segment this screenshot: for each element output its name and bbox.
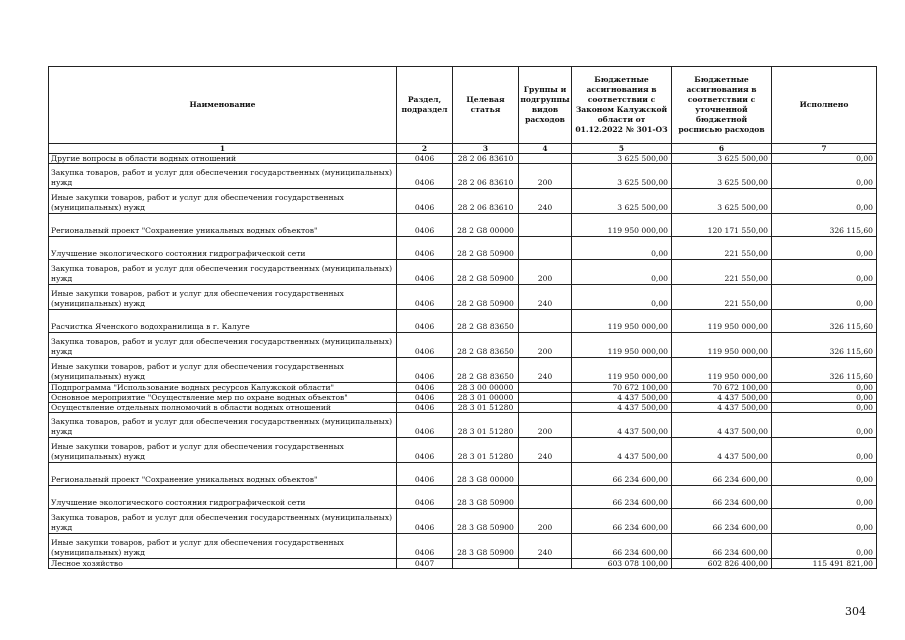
row-name: Иные закупки товаров, работ и услуг для обеспечения государственных (муниципальных) нужд (49, 358, 397, 383)
row-executed-amount: 0,00 (772, 534, 877, 559)
header-target: Целевая статья (453, 67, 519, 144)
row-revised-amount: 4 437 500,00 (672, 438, 772, 463)
table-row (49, 403, 877, 413)
row-expense-group: 240 (519, 189, 572, 214)
table-row (49, 383, 877, 393)
row-section: 0406 (397, 534, 453, 559)
row-law-amount: 0,00 (572, 260, 672, 285)
table-row (49, 333, 877, 358)
row-executed-amount: 326 115,60 (772, 214, 877, 237)
row-law-amount: 3 625 500,00 (572, 189, 672, 214)
row-executed-amount: 0,00 (772, 189, 877, 214)
column-number: 4 (519, 144, 572, 154)
row-section: 0406 (397, 260, 453, 285)
row-revised-amount: 119 950 000,00 (672, 310, 772, 333)
table-row (49, 463, 877, 486)
row-target-article: 28 2 06 83610 (453, 164, 519, 189)
table-row (49, 189, 877, 214)
row-section: 0406 (397, 154, 453, 164)
header-row (49, 67, 877, 144)
row-law-amount: 70 672 100,00 (572, 383, 672, 393)
row-revised-amount: 221 550,00 (672, 260, 772, 285)
table-row (49, 164, 877, 189)
row-name: Осуществление отдельных полномочий в области водных отношений (49, 403, 397, 413)
row-target-article: 28 2 G8 83650 (453, 358, 519, 383)
row-section: 0406 (397, 438, 453, 463)
row-expense-group (519, 383, 572, 393)
row-revised-amount: 119 950 000,00 (672, 358, 772, 383)
row-target-article: 28 2 G8 83650 (453, 310, 519, 333)
row-expense-group (519, 559, 572, 569)
row-section: 0406 (397, 310, 453, 333)
table-row (49, 393, 877, 403)
page-number: 304 (845, 605, 866, 618)
row-expense-group (519, 486, 572, 509)
row-expense-group: 240 (519, 358, 572, 383)
header-revised: Бюджетные ассигнования в соответствии с уточненной бюджетной росписью расходов (672, 67, 772, 144)
row-section: 0406 (397, 237, 453, 260)
row-name: Закупка товаров, работ и услуг для обеспечения государственных (муниципальных) нужд (49, 333, 397, 358)
row-name: Региональный проект "Сохранение уникальных водных объектов" (49, 214, 397, 237)
table-row (49, 438, 877, 463)
row-name: Иные закупки товаров, работ и услуг для обеспечения государственных (муниципальных) нужд (49, 189, 397, 214)
row-expense-group: 240 (519, 534, 572, 559)
row-expense-group: 200 (519, 509, 572, 534)
row-revised-amount: 70 672 100,00 (672, 383, 772, 393)
row-target-article: 28 2 06 83610 (453, 189, 519, 214)
header-groups: Группы и подгруппы видов расходов (519, 67, 572, 144)
row-section: 0406 (397, 509, 453, 534)
row-law-amount: 66 234 600,00 (572, 463, 672, 486)
row-target-article: 28 3 01 51280 (453, 413, 519, 438)
header-law: Бюджетные ассигнования в соответствии с Законом Калужской области от 01.12.2022 № 301-ОЗ (572, 67, 672, 144)
row-revised-amount: 120 171 550,00 (672, 214, 772, 237)
row-law-amount: 0,00 (572, 285, 672, 310)
row-name: Лесное хозяйство (49, 559, 397, 569)
row-name: Подпрограмма "Использование водных ресурсов Калужской области" (49, 383, 397, 393)
row-expense-group: 200 (519, 413, 572, 438)
table-row (49, 486, 877, 509)
row-expense-group (519, 154, 572, 164)
row-law-amount: 119 950 000,00 (572, 333, 672, 358)
row-name: Закупка товаров, работ и услуг для обеспечения государственных (муниципальных) нужд (49, 509, 397, 534)
row-law-amount: 603 078 100,00 (572, 559, 672, 569)
row-name: Улучшение экологического состояния гидрографической сети (49, 486, 397, 509)
row-expense-group (519, 403, 572, 413)
row-target-article: 28 3 G8 00000 (453, 463, 519, 486)
row-law-amount: 3 625 500,00 (572, 154, 672, 164)
row-target-article: 28 3 01 51280 (453, 403, 519, 413)
table-row (49, 310, 877, 333)
row-law-amount: 66 234 600,00 (572, 534, 672, 559)
row-executed-amount: 0,00 (772, 509, 877, 534)
row-revised-amount: 4 437 500,00 (672, 413, 772, 438)
row-executed-amount: 0,00 (772, 393, 877, 403)
row-revised-amount: 602 826 400,00 (672, 559, 772, 569)
row-name: Иные закупки товаров, работ и услуг для обеспечения государственных (муниципальных) нужд (49, 438, 397, 463)
row-target-article: 28 2 G8 83650 (453, 333, 519, 358)
row-section: 0407 (397, 559, 453, 569)
table-row (49, 154, 877, 164)
row-expense-group (519, 214, 572, 237)
row-revised-amount: 66 234 600,00 (672, 509, 772, 534)
header-executed: Исполнено (772, 67, 877, 144)
row-expense-group (519, 310, 572, 333)
row-executed-amount: 0,00 (772, 486, 877, 509)
row-target-article: 28 2 G8 50900 (453, 237, 519, 260)
table-row (49, 534, 877, 559)
row-law-amount: 4 437 500,00 (572, 438, 672, 463)
table-row (49, 237, 877, 260)
row-section: 0406 (397, 403, 453, 413)
row-executed-amount: 326 115,60 (772, 310, 877, 333)
row-target-article: 28 2 G8 00000 (453, 214, 519, 237)
row-law-amount: 119 950 000,00 (572, 214, 672, 237)
table-row (49, 559, 877, 569)
row-name: Закупка товаров, работ и услуг для обеспечения государственных (муниципальных) нужд (49, 260, 397, 285)
row-name: Расчистка Яченского водохранилища в г. Калуге (49, 310, 397, 333)
row-section: 0406 (397, 383, 453, 393)
row-executed-amount: 115 491 821,00 (772, 559, 877, 569)
row-expense-group: 240 (519, 285, 572, 310)
row-name: Региональный проект "Сохранение уникальных водных объектов" (49, 463, 397, 486)
row-executed-amount: 0,00 (772, 285, 877, 310)
row-executed-amount: 0,00 (772, 463, 877, 486)
row-section: 0406 (397, 189, 453, 214)
table-row (49, 260, 877, 285)
table-row (49, 285, 877, 310)
column-number-row (49, 144, 877, 154)
row-executed-amount: 0,00 (772, 154, 877, 164)
row-target-article: 28 3 G8 50900 (453, 534, 519, 559)
row-section: 0406 (397, 214, 453, 237)
row-section: 0406 (397, 164, 453, 189)
row-revised-amount: 66 234 600,00 (672, 486, 772, 509)
row-law-amount: 0,00 (572, 237, 672, 260)
row-revised-amount: 3 625 500,00 (672, 189, 772, 214)
row-law-amount: 4 437 500,00 (572, 403, 672, 413)
column-number: 2 (397, 144, 453, 154)
row-law-amount: 66 234 600,00 (572, 509, 672, 534)
row-law-amount: 4 437 500,00 (572, 393, 672, 403)
row-section: 0406 (397, 333, 453, 358)
row-expense-group (519, 237, 572, 260)
column-number: 3 (453, 144, 519, 154)
row-revised-amount: 4 437 500,00 (672, 403, 772, 413)
row-section: 0406 (397, 486, 453, 509)
row-name: Закупка товаров, работ и услуг для обеспечения государственных (муниципальных) нужд (49, 164, 397, 189)
row-name: Основное мероприятие "Осуществление мер по охране водных объектов" (49, 393, 397, 403)
row-target-article: 28 2 G8 50900 (453, 260, 519, 285)
row-executed-amount: 0,00 (772, 413, 877, 438)
table-body (49, 154, 877, 569)
row-name: Улучшение экологического состояния гидрографической сети (49, 237, 397, 260)
table-row (49, 509, 877, 534)
row-name: Иные закупки товаров, работ и услуг для обеспечения государственных (муниципальных) нужд (49, 285, 397, 310)
row-target-article: 28 3 G8 50900 (453, 486, 519, 509)
row-executed-amount: 0,00 (772, 260, 877, 285)
row-executed-amount: 326 115,60 (772, 358, 877, 383)
budget-table (48, 66, 877, 569)
row-section: 0406 (397, 463, 453, 486)
row-executed-amount: 0,00 (772, 438, 877, 463)
row-law-amount: 119 950 000,00 (572, 310, 672, 333)
column-number: 6 (672, 144, 772, 154)
row-revised-amount: 4 437 500,00 (672, 393, 772, 403)
row-section: 0406 (397, 285, 453, 310)
row-executed-amount: 0,00 (772, 403, 877, 413)
row-revised-amount: 3 625 500,00 (672, 164, 772, 189)
table-row (49, 214, 877, 237)
row-law-amount: 119 950 000,00 (572, 358, 672, 383)
header-name: Наименование (49, 67, 397, 144)
row-law-amount: 66 234 600,00 (572, 486, 672, 509)
row-revised-amount: 3 625 500,00 (672, 154, 772, 164)
row-name: Иные закупки товаров, работ и услуг для обеспечения государственных (муниципальных) нужд (49, 534, 397, 559)
row-target-article: 28 3 01 00000 (453, 393, 519, 403)
row-expense-group: 200 (519, 333, 572, 358)
row-target-article: 28 3 01 51280 (453, 438, 519, 463)
row-target-article: 28 3 G8 50900 (453, 509, 519, 534)
row-expense-group (519, 393, 572, 403)
column-number: 5 (572, 144, 672, 154)
row-revised-amount: 119 950 000,00 (672, 333, 772, 358)
row-name: Закупка товаров, работ и услуг для обеспечения государственных (муниципальных) нужд (49, 413, 397, 438)
row-revised-amount: 66 234 600,00 (672, 534, 772, 559)
row-revised-amount: 221 550,00 (672, 285, 772, 310)
row-executed-amount: 0,00 (772, 237, 877, 260)
table-row (49, 413, 877, 438)
row-law-amount: 4 437 500,00 (572, 413, 672, 438)
header-section: Раздел, подраздел (397, 67, 453, 144)
row-expense-group: 200 (519, 164, 572, 189)
row-section: 0406 (397, 393, 453, 403)
row-expense-group: 200 (519, 260, 572, 285)
row-executed-amount: 0,00 (772, 164, 877, 189)
row-section: 0406 (397, 413, 453, 438)
row-executed-amount: 326 115,60 (772, 333, 877, 358)
row-name: Другие вопросы в области водных отношений (49, 154, 397, 164)
row-revised-amount: 221 550,00 (672, 237, 772, 260)
row-revised-amount: 66 234 600,00 (672, 463, 772, 486)
row-executed-amount: 0,00 (772, 383, 877, 393)
column-number: 7 (772, 144, 877, 154)
row-expense-group: 240 (519, 438, 572, 463)
row-target-article (453, 559, 519, 569)
row-law-amount: 3 625 500,00 (572, 164, 672, 189)
row-target-article: 28 2 06 83610 (453, 154, 519, 164)
row-expense-group (519, 463, 572, 486)
row-section: 0406 (397, 358, 453, 383)
row-target-article: 28 2 G8 50900 (453, 285, 519, 310)
row-target-article: 28 3 00 00000 (453, 383, 519, 393)
table-row (49, 358, 877, 383)
column-number: 1 (49, 144, 397, 154)
